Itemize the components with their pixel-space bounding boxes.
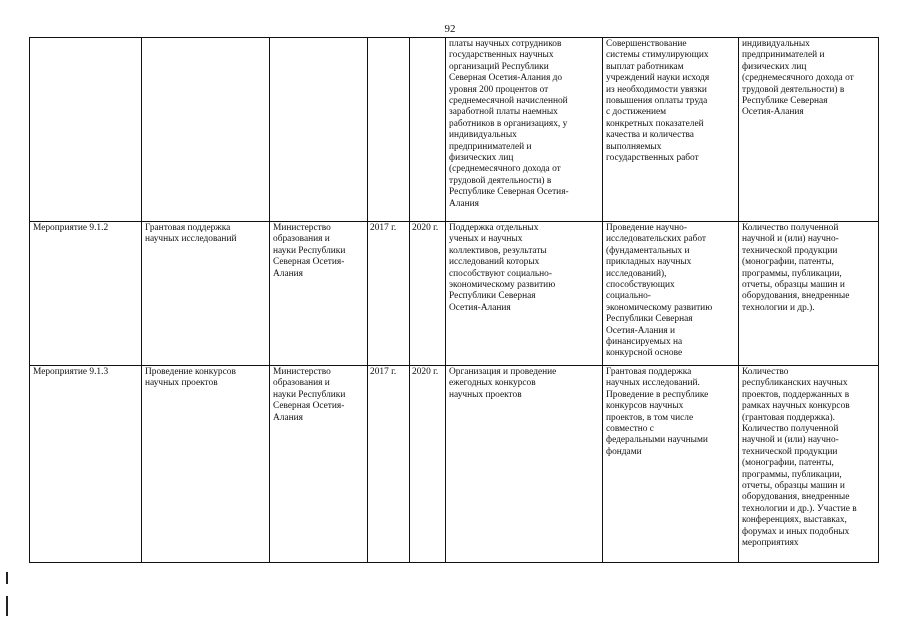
measure-cell — [30, 222, 142, 366]
consequence-text: Грантовая поддержка научных исследований. Проведение в республике конкурсов научных проектов, в том числе совместно с федеральными научными фондами — [606, 367, 709, 457]
executor-text: Министерство образования и науки Республики Северная Осетия- Алания — [273, 223, 346, 279]
indicator-text: Количество республиканских научных проектов, поддержанных в рамках научных конкурсов (грантовая поддержка). Количество полученной научной и (или) научно- технической продукции (монографии, патенты, программы, публикации, отчеты, образцы машин и оборудования, внедренные технологии и др.). Участие в конференциях, выставках, форумах и иных подобных мероприятиях — [742, 367, 857, 549]
table-row — [30, 366, 879, 563]
end-year-text: 2020 г. — [412, 223, 439, 233]
measure-text: Мероприятие 9.1.3 — [33, 367, 109, 377]
indicator-text: Количество полученной научной и (или) научно- технической продукции (монографии, патенты, программы, публикации, отчеты, образцы машин и оборудования, внедренные технологии и др.). — [742, 223, 850, 313]
measure-cell — [30, 38, 142, 222]
end-year-text: 2020 г. — [412, 367, 439, 377]
scan-artifact-mark — [6, 572, 8, 584]
start-year-cell — [368, 366, 410, 563]
table-row — [30, 222, 879, 366]
executor-cell — [270, 366, 368, 563]
executor-cell — [270, 38, 368, 222]
consequence-cell — [603, 222, 739, 366]
name-cell — [142, 366, 270, 563]
start-year-cell — [368, 222, 410, 366]
scan-artifact-mark — [6, 596, 8, 616]
start-year-text: 2017 г. — [370, 367, 397, 377]
result-cell — [446, 366, 603, 563]
page-number: 92 — [444, 23, 456, 35]
consequence-cell — [603, 38, 739, 222]
result-text: Поддержка отдельных ученых и научных коллективов, результаты исследований которых способствуют социально- экономическому развитию Республики Северная Осетия-Алания — [449, 223, 556, 313]
indicator-text: индивидуальных предпринимателей и физических лиц (среднемесячного дохода от трудовой деятельности) в Республике Северная Осетия-Алания — [742, 39, 854, 118]
consequence-cell — [603, 366, 739, 563]
indicator-cell — [739, 222, 879, 366]
result-text: платы научных сотрудников государственных научных организаций Республики Северная Осетия-Алания до уровня 200 процентов от среднемесячной начисленной заработной платы наемных работников в организациях, у индивидуальных предпринимателей и физических лиц (среднемесячного дохода от трудовой деятельности) в Республике Северная Осетия- Алания — [449, 39, 569, 209]
result-cell — [446, 222, 603, 366]
name-text: Проведение конкурсов научных проектов — [145, 367, 236, 389]
indicator-cell — [739, 366, 879, 563]
name-text: Грантовая поддержка научных исследований — [145, 223, 237, 245]
result-cell — [446, 38, 603, 222]
executor-text: Министерство образования и науки Республики Северная Осетия- Алания — [273, 367, 346, 423]
start-year-text: 2017 г. — [370, 223, 397, 233]
name-cell — [142, 38, 270, 222]
measures-table — [29, 37, 879, 563]
name-cell — [142, 222, 270, 366]
end-year-cell — [410, 222, 446, 366]
end-year-cell — [410, 366, 446, 563]
table-row — [30, 38, 879, 222]
indicator-cell — [739, 38, 879, 222]
end-year-cell — [410, 38, 446, 222]
measure-cell — [30, 366, 142, 563]
result-text: Организация и проведение ежегодных конкурсов научных проектов — [449, 367, 557, 400]
measure-text: Мероприятие 9.1.2 — [33, 223, 109, 233]
consequence-text: Совершенствование системы стимулирующих выплат работникам учреждений науки исходя из необходимости увязки повышения оплаты труда с достижением конкретных показателей качества и количества выполняемых государственных работ — [606, 39, 710, 164]
start-year-cell — [368, 38, 410, 222]
executor-cell — [270, 222, 368, 366]
consequence-text: Проведение научно- исследовательских работ (фундаментальных и прикладных научных исследований), способствующих социально- экономическому развитию Республики Северная Осетия-Алания и финансируемых на конкурсной основе — [606, 223, 713, 359]
